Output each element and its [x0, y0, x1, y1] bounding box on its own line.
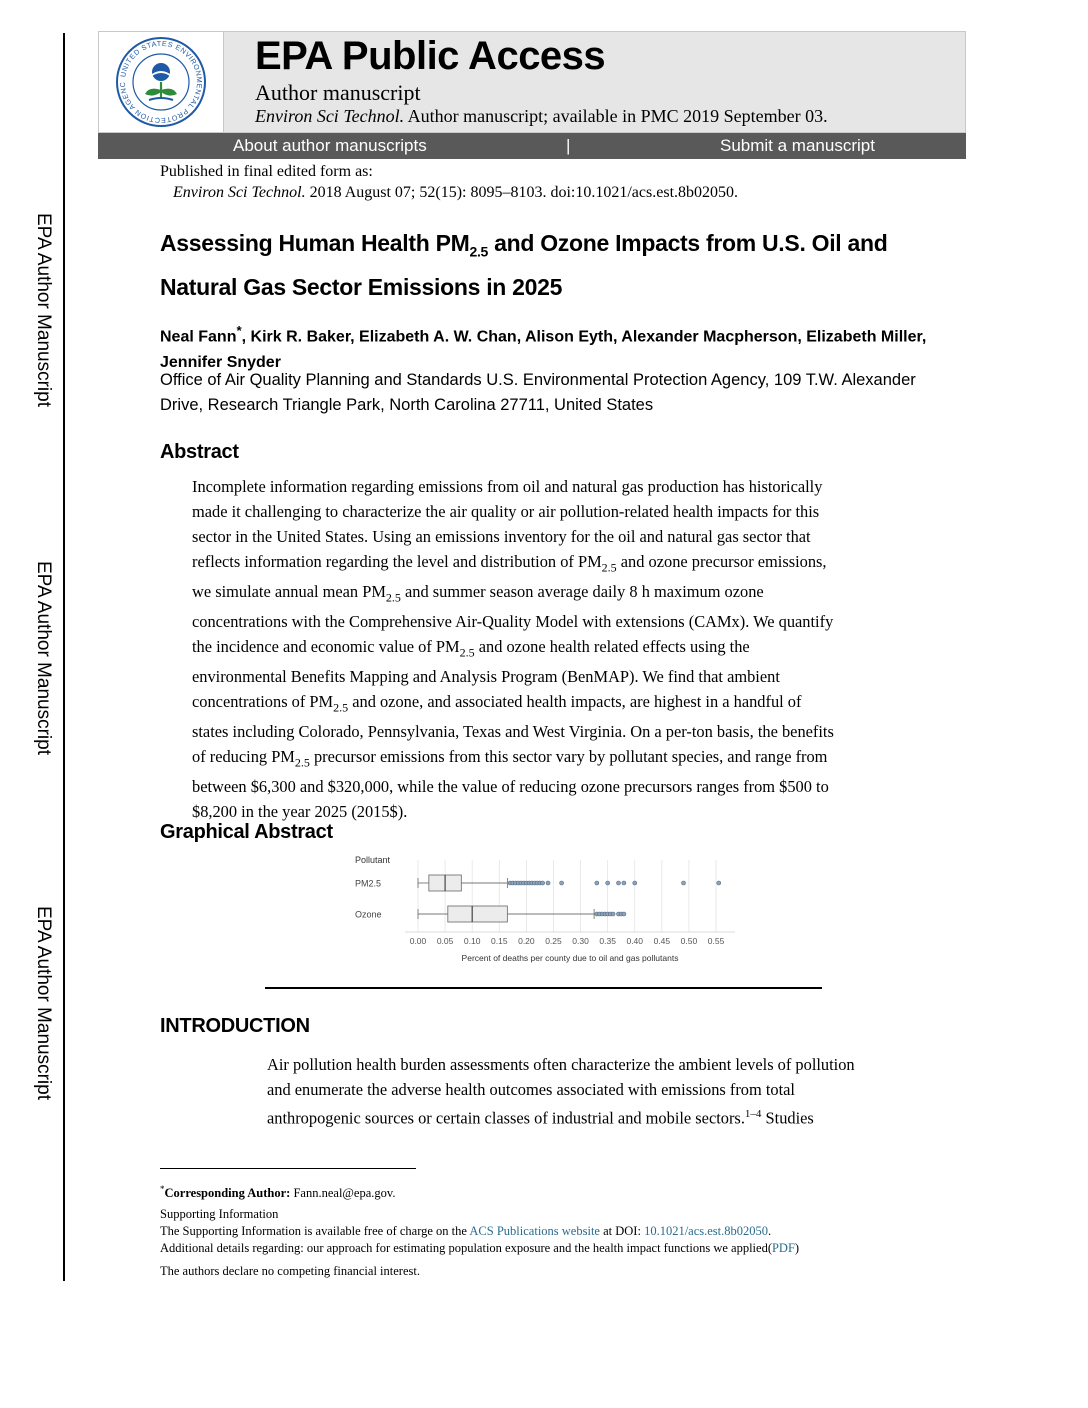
x-tick-label: 0.40 — [626, 936, 644, 946]
about-manuscripts-link[interactable]: About author manuscripts — [233, 136, 427, 155]
graphical-abstract-heading: Graphical Abstract — [160, 821, 333, 843]
outlier-point — [622, 881, 626, 885]
epa-logo — [99, 32, 224, 132]
x-tick-label: 0.10 — [463, 936, 481, 946]
category-label: PM2.5 — [355, 878, 382, 889]
corresponding-author-note: *Corresponding Author: Fann.neal@epa.gov. — [160, 1184, 396, 1201]
published-citation: Environ Sci Technol. 2018 August 07; 52(15): 8095–8103. doi:10.1021/acs.est.8b02050. — [173, 184, 739, 201]
doi-link[interactable]: 10.1021/acs.est.8b02050 — [644, 1224, 769, 1238]
x-tick-label: 0.20 — [518, 936, 535, 946]
manuscript-nav — [98, 133, 966, 159]
author-list: Neal Fann*, Kirk R. Baker, Elizabeth A. W. Chan, Alison Eyth, Alexander Macpherson, Elizabeth Miller, Jennifer Snyder — [160, 323, 927, 372]
pdf-link[interactable]: PDF — [771, 1241, 795, 1255]
x-tick-label: 0.05 — [436, 936, 454, 946]
supporting-info-label: Supporting Information — [160, 1207, 279, 1221]
outlier-point — [606, 881, 610, 885]
outlier-point — [560, 881, 564, 885]
category-label: Ozone — [355, 909, 382, 920]
published-label: Published in final edited form as: — [160, 163, 373, 180]
graphical-abstract-chart — [345, 852, 740, 970]
introduction-body: Air pollution health burden assessments often characterize the ambient levels of pollution and enumerate the adverse health outcomes associated with emissions from total anthropogenic sources or certain classes of industrial and mobile sectors.$^{1-4}$ Studies — [267, 1055, 855, 1128]
x-tick-label: 0.50 — [680, 936, 698, 946]
x-axis-label: Percent of deaths per county due to oil and gas pollutants — [461, 953, 679, 963]
banner-title: EPA Public Access — [255, 34, 606, 78]
epa-seal-icon — [99, 32, 223, 132]
nav-separator: | — [566, 136, 571, 155]
section-divider — [265, 987, 822, 989]
box — [448, 906, 508, 922]
submit-manuscript-link[interactable]: Submit a manuscript — [720, 136, 875, 155]
x-tick-label: 0.35 — [599, 936, 616, 946]
svg-text:UNITED STATES ENVIRONMENTAL PR: UNITED STATES ENVIRONMENTAL PROTECTION AGENC — [117, 38, 205, 126]
introduction-heading: INTRODUCTION — [160, 1015, 310, 1037]
acs-website-link[interactable]: ACS Publications website — [469, 1224, 600, 1238]
footnote-rule — [160, 1168, 416, 1169]
margin-rule — [63, 33, 65, 1281]
banner-subtitle: Author manuscript — [255, 80, 421, 105]
abstract-heading: Abstract — [160, 441, 239, 463]
x-tick-label: 0.55 — [707, 936, 725, 946]
affiliation: Office of Air Quality Planning and Standards U.S. Environmental Protection Agency, 109 T.W. Alexander Drive, Research Triangle Park, North Carolina 27711, United States — [160, 371, 916, 414]
banner-citation: Environ Sci Technol. Author manuscript; available in PMC 2019 September 03. — [255, 106, 828, 126]
x-tick-label: 0.15 — [491, 936, 508, 946]
outlier-point — [717, 881, 721, 885]
outlier-point — [546, 881, 550, 885]
header-banner — [98, 31, 966, 133]
outlier-point — [682, 881, 686, 885]
outlier-point — [633, 881, 637, 885]
x-tick-label: 0.00 — [409, 936, 427, 946]
x-tick-label: 0.45 — [653, 936, 671, 946]
outlier-point — [541, 881, 545, 885]
x-tick-label: 0.30 — [572, 936, 589, 946]
outlier-point — [616, 881, 620, 885]
x-tick-label: 0.25 — [545, 936, 562, 946]
outlier-point — [595, 881, 599, 885]
outlier-point — [622, 912, 626, 916]
additional-details-note: Additional details regarding: our approach for estimating population exposure and the health impact functions we applied(PDF) — [160, 1241, 800, 1255]
legend-title: Pollutant — [355, 855, 391, 865]
supporting-info-note: The Supporting Information is available free of charge on the ACS Publications website at DOI: 10.1021/acs.est.8b02050. — [160, 1224, 772, 1238]
article-title: Assessing Human Health $PM_{2.5}$ and Ozone Impacts from U.S. Oil and Natural Gas Sector Emissions in 2025 — [160, 230, 888, 300]
outlier-point — [611, 912, 615, 916]
competing-interest-note: The authors declare no competing financial interest. — [160, 1264, 420, 1278]
abstract-body: Incomplete information regarding emissions from oil and natural gas production has historically made it challenging to characterize the air quality or air pollution-related health impacts for this sector in the United States. Using an emissions inventory for the oil and natural gas sector that reflects information regarding the level and distribution of $PM_{2.5}$ and ozone precursor emissions, we simulate annual mean $PM_{2.5}$ and summer season average daily 8 h maximum ozone concentrations with the Comprehensive Air-Quality Model with extensions (CAMx). We quantify the incidence and economic value of $PM_{2.5}$ and ozone health related effects using the environmental Benefits Mapping and Analysis Program (BenMAP). We find that ambient concentrations of $PM_{2.5}$ and ozone, and associated health impacts, are highest in a handful of states including Colorado, Pennsylvania, Texas and West Virginia. On a per-ton basis, the benefits of reducing $PM_{2.5}$ precursor emissions from this sector vary by pollutant species, and range from between $6,300 and $320,000, while the value of reducing ozone precursors ranges from $500 to $8,200 in the year 2025 (2015$). — [192, 477, 834, 822]
